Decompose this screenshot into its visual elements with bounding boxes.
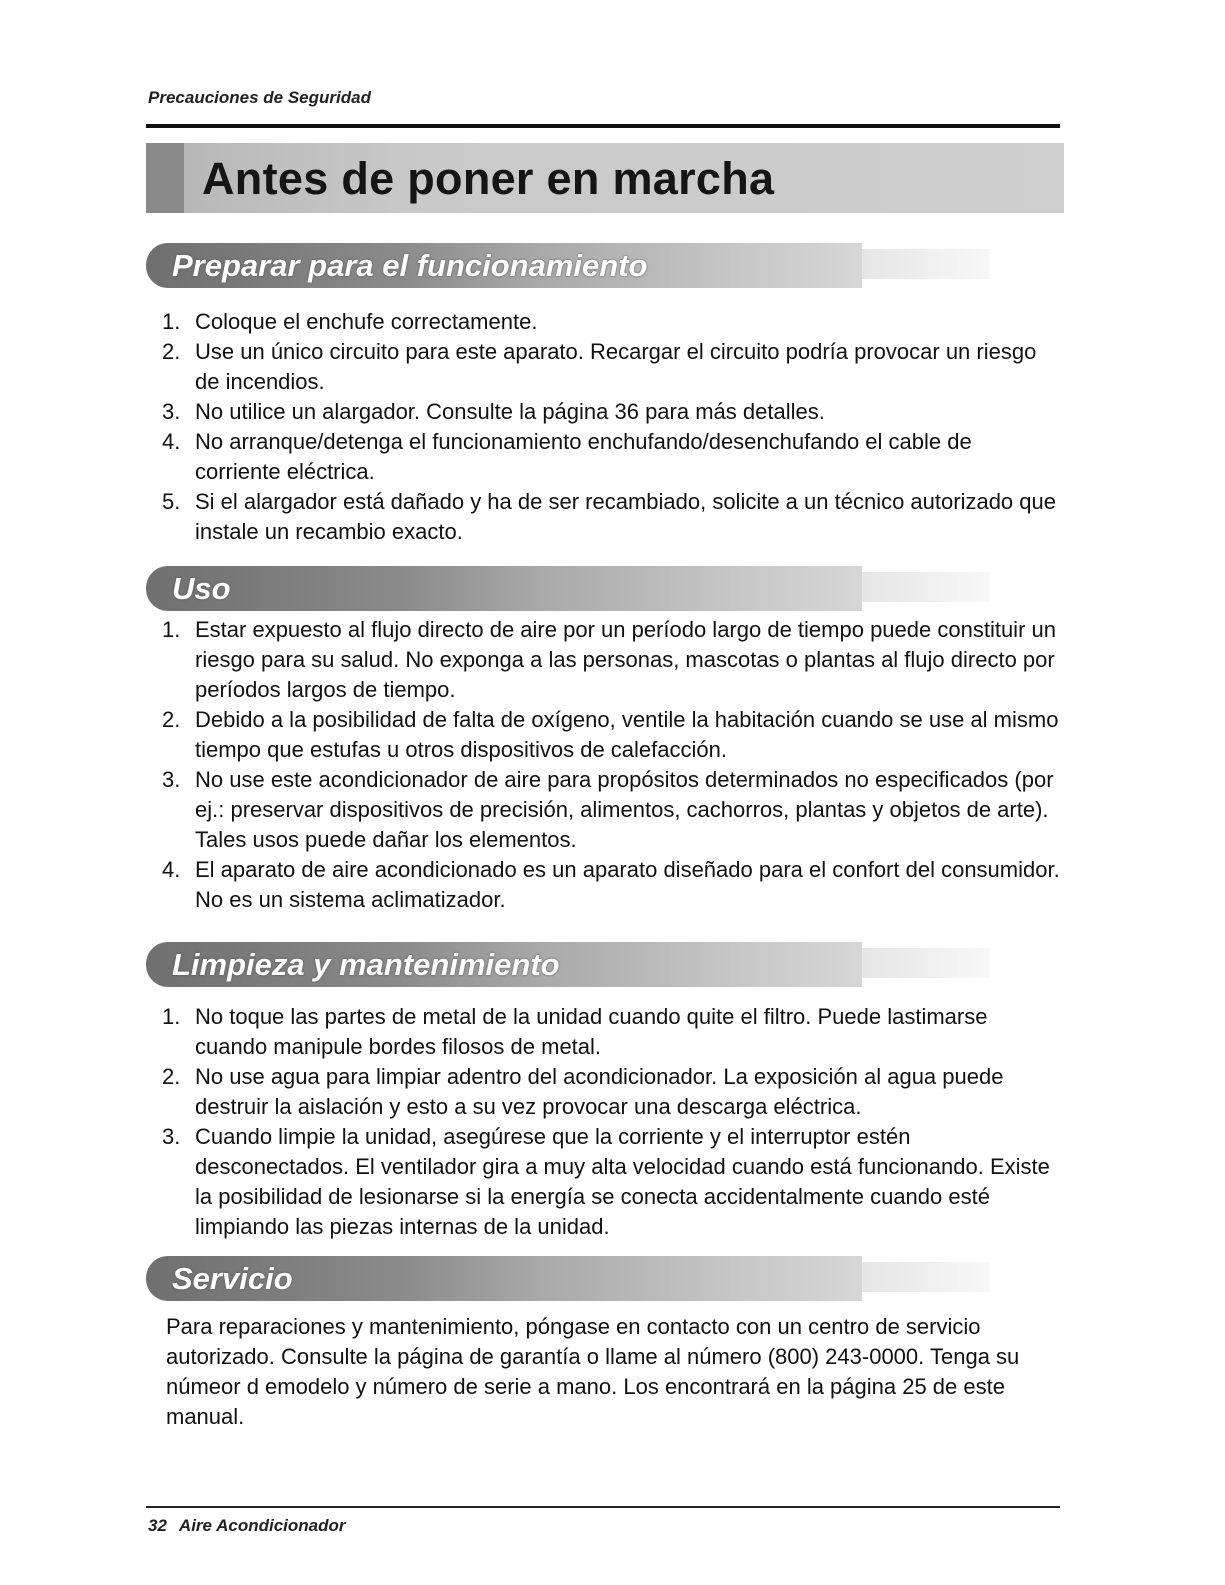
list-limpieza — [162, 1002, 1062, 1242]
section-heading-preparar — [146, 243, 862, 288]
item-text: No utilice un alargador. Consulte la página 36 para más detalles. — [195, 399, 825, 424]
section-heading-uso — [146, 566, 862, 611]
heading-fade — [862, 249, 990, 279]
heading-fade — [862, 948, 990, 978]
section-heading-servicio — [146, 1256, 862, 1301]
section-heading-label: Limpieza y mantenimiento — [172, 947, 560, 982]
list-item — [162, 1002, 1062, 1062]
list-item — [162, 1122, 1062, 1242]
item-number: 2. — [162, 1064, 181, 1089]
list-item — [162, 855, 1062, 915]
list-item — [162, 427, 1062, 487]
list-item — [162, 307, 1062, 337]
item-number: 4. — [162, 857, 181, 882]
item-text: Use un único circuito para este aparato. Recargar el circuito podría provocar un riesgo de incendios. — [195, 339, 1037, 394]
item-number: 1. — [162, 617, 181, 642]
list-uso — [162, 615, 1062, 915]
section-heading-label: Preparar para el funcionamiento — [172, 248, 648, 283]
item-text: No arranque/detenga el funcionamiento enchufando/desenchufando el cable de corriente eléctrica. — [195, 429, 972, 484]
title-banner-stub — [146, 143, 184, 213]
title-banner — [146, 143, 1064, 213]
footer-product: Aire Acondicionador — [178, 1516, 346, 1535]
list-item — [162, 615, 1062, 705]
item-text: Si el alargador está dañado y ha de ser recambiado, solicite a un técnico autorizado que instale un recambio exacto. — [195, 489, 1056, 544]
item-number: 2. — [162, 707, 181, 732]
section-heading-limpieza — [146, 942, 862, 987]
item-number: 2. — [162, 339, 181, 364]
heading-fade — [862, 572, 990, 602]
section-heading-label: Uso — [172, 571, 231, 606]
heading-fade — [862, 1262, 990, 1292]
item-text: Debido a la posibilidad de falta de oxígeno, ventile la habitación cuando se use al mismo tiempo que estufas u otros dispositivos de calefacción. — [195, 707, 1059, 762]
item-number: 3. — [162, 1124, 181, 1149]
item-text: Estar expuesto al flujo directo de aire por un período largo de tiempo puede constituir un riesgo para su salud. No exponga a las personas, mascotas o plantas al flujo directo por períodos largos de tiempo. — [195, 617, 1056, 702]
header-rule — [146, 124, 1060, 128]
list-item — [162, 397, 1062, 427]
item-text: No use este acondicionador de aire para propósitos determinados no especificados (por ej.: preservar dispositivos de precisión, alimentos, cachorros, plantas y objetos de arte). Tales usos puede dañar los elementos. — [195, 767, 1054, 852]
item-number: 3. — [162, 399, 181, 424]
item-text: No toque las partes de metal de la unidad cuando quite el filtro. Puede lastimarse cuando manipule bordes filosos de metal. — [195, 1004, 988, 1059]
section-heading-label: Servicio — [172, 1261, 293, 1296]
item-number: 5. — [162, 489, 181, 514]
item-number: 4. — [162, 429, 181, 454]
item-text: El aparato de aire acondicionado es un aparato diseñado para el confort del consumidor. No es un sistema aclimatizador. — [195, 857, 1060, 912]
footer-rule — [146, 1506, 1060, 1508]
page-title: Antes de poner en marcha — [202, 153, 775, 204]
list-item — [162, 487, 1062, 547]
item-number: 1. — [162, 1004, 181, 1029]
item-text: Coloque el enchufe correctamente. — [195, 309, 538, 334]
item-text: No use agua para limpiar adentro del acondicionador. La exposición al agua puede destruir la aislación y esto a su vez provocar una descarga eléctrica. — [195, 1064, 1004, 1119]
item-number: 3. — [162, 767, 181, 792]
item-number: 1. — [162, 309, 181, 334]
service-paragraph: Para reparaciones y mantenimiento, póngase en contacto con un centro de servicio autorizado. Consulte la página de garantía o llame al número (800) 243-0000. Tenga su númeor d emodelo y número de serie a mano. Los encontrará en la página 25 de este manual. — [166, 1314, 1020, 1429]
list-item — [162, 337, 1062, 397]
list-preparar — [162, 307, 1062, 547]
list-item — [162, 1062, 1062, 1122]
page-number: 32 — [148, 1516, 167, 1535]
list-item — [162, 765, 1062, 855]
item-text: Cuando limpie la unidad, asegúrese que la corriente y el interruptor estén desconectados. El ventilador gira a muy alta velocidad cuando está funcionando. Existe la posibilidad de lesionarse si la energía se conecta accidentalmente cuando esté limpiando las piezas internas de la unidad. — [195, 1124, 1050, 1239]
list-item — [162, 705, 1062, 765]
page-footer — [148, 1516, 345, 1536]
running-header: Precauciones de Seguridad — [148, 88, 371, 107]
